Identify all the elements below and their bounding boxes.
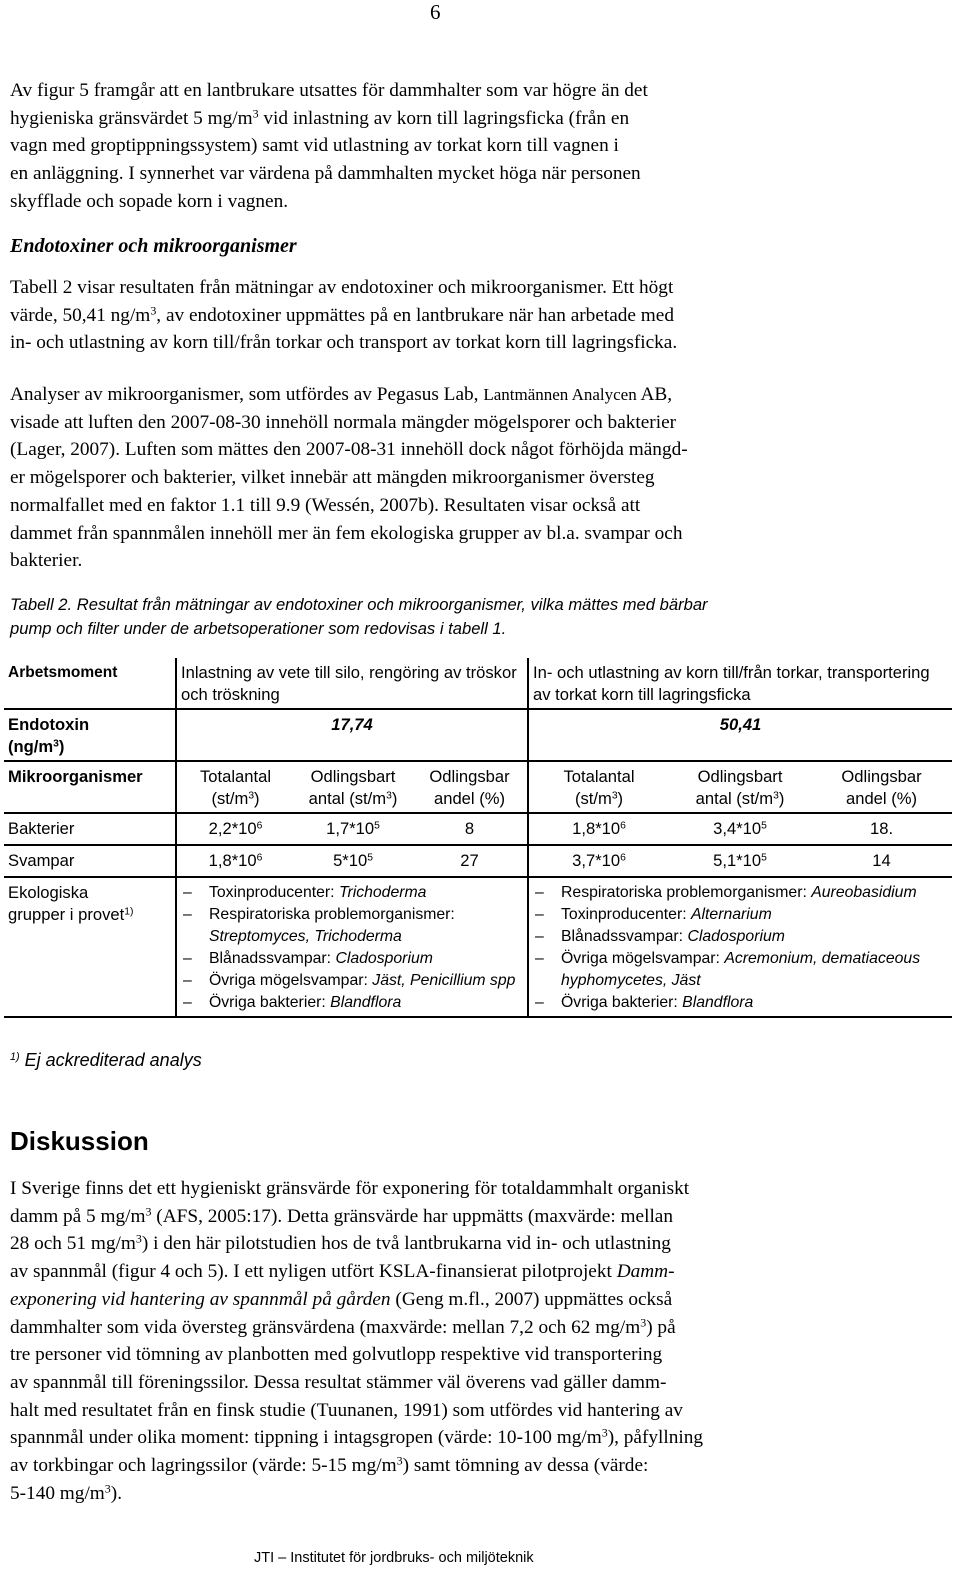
text-line: in- och utlastning av korn till/från torkar och transport av torkat korn till lagringsficka. <box>10 332 678 354</box>
subheader-odlingsbart-antal: Odlingsbart antal $(st/m^3)$ <box>669 761 811 813</box>
text-line: er mögelsporer och bakterier, vilket innebär att mängden mikroorganismer översteg <box>10 467 655 489</box>
table-row-bakterier <box>4 813 952 845</box>
text-line: en anläggning. I synnerhet var värdena på dammhalten mycket höga när personen <box>10 163 641 185</box>
text-line: halt med resultatet från en finsk studie (Tuunanen, 1991) som utfördes vid hantering av <box>10 1399 683 1421</box>
section-heading-endotoxiner: Endotoxiner och mikroorganismer <box>10 235 297 257</box>
caption-line: pump och filter under de arbetsoperationer som redovisas i tabell 1. <box>10 619 507 638</box>
cell-value: $1,8*10^6$ <box>176 845 294 877</box>
text-line: bakterier. <box>10 550 83 572</box>
cell-value: 8 <box>412 813 528 845</box>
groups-operation-1 <box>176 877 528 1017</box>
caption-line: Tabell 2. Resultat från mätningar av endotoxiner och mikroorganismer, vilka mättes med bärbar <box>10 595 708 614</box>
cell-value: $1,8*10^6$ <box>528 813 669 845</box>
text-line: värde, 50,41 $ng/m^3$, av endotoxiner uppmättes på en lantbrukare när han arbetade med <box>10 303 675 326</box>
text-line: Analyser av mikroorganismer, som utfördes av Pegasus Lab, Lantmännen Analycen AB, <box>10 384 673 405</box>
group-list <box>533 882 948 1014</box>
cell-value: $3,7*10^6$ <box>528 845 669 877</box>
list-item: – Övriga mögelsvampar: Acremonium, dematiaceous hyphomycetes, Jäst <box>535 950 921 989</box>
table-caption <box>10 593 708 641</box>
list-item: – Övriga bakterier: Blandflora <box>183 994 402 1011</box>
paragraph-endotoxiner <box>10 274 910 357</box>
cell-value: 14 <box>811 845 952 877</box>
cell-value: $3,4*10^5$ <box>669 813 811 845</box>
header-operation-1: Inlastning av vete till silo, rengöring av tröskor och tröskning <box>176 658 528 709</box>
paragraph-analyser <box>10 381 910 575</box>
text-line: normalfallet med en faktor 1.1 till 9.9 (Wessén, 2007b). Resultaten visar också att <box>10 494 641 516</box>
page-footer: JTI – Institutet för jordbruks- och miljöteknik <box>254 1550 534 1566</box>
page-number: 6 <box>430 0 441 24</box>
list-item: – Respiratoriska problemorganismer: Aureobasidium <box>535 884 917 901</box>
text-line: av spannmål (figur 4 och 5). I ett nyligen utfört KSLA-finansierat pilotprojekt Damm- <box>10 1261 675 1283</box>
list-item: – Blånadssvampar: Cladosporium <box>535 928 785 945</box>
text-line: 5-140 $mg/m^3$). <box>10 1481 123 1504</box>
text-line: tre personer vid tömning av planbotten med golvutlopp respektive vid transportering <box>10 1344 663 1366</box>
list-item: – Övriga bakterier: Blandflora <box>535 994 754 1011</box>
table-row-endotoxin <box>4 709 952 761</box>
groups-operation-2 <box>528 877 952 1017</box>
list-item: – Toxinproducenter: Trichoderma <box>183 884 427 901</box>
paragraph-intro <box>10 77 910 216</box>
cell-value: $5*10^5$ <box>294 845 412 877</box>
header-arbetsmoment: Arbetsmoment <box>4 658 176 709</box>
table-row-svampar <box>4 845 952 877</box>
text-line: hygieniska gränsvärdet 5 $mg/m^3$ vid inlastning av korn till lagringsficka (från en <box>10 106 630 129</box>
paragraph-diskussion <box>10 1175 910 1507</box>
text-line: dammet från spannmålen innehöll mer än fem ekologiska grupper av bl.a. svampar och <box>10 522 683 544</box>
subheader-odlingsbart-antal: Odlingsbart antal $(st/m^3)$ <box>294 761 412 813</box>
row-label-endotoxin: Endotoxin $(ng/m^3)$ <box>4 709 176 761</box>
subheader-totalantal: Totalantal $(st/m^3)$ <box>176 761 294 813</box>
text-line: skyfflade och sopade korn i vagnen. <box>10 190 289 212</box>
table-row-ekologiska-grupper <box>4 877 952 1017</box>
text-line: visade att luften den 2007-08-30 innehöll normala mängder mögelsporer och bakterier <box>10 411 677 433</box>
text-line: damm på 5 $mg/m^3$ (AFS, 2005:17). Detta gränsvärde har uppmätts (maxvärde: mellan <box>10 1204 674 1227</box>
endotoxin-value-2: 50,41 <box>528 709 952 761</box>
table-footnote: $^{1)}$ Ej ackrediterad analys <box>10 1050 202 1070</box>
row-label-ekologiska-grupper: Ekologiska grupper i provet$^{1)}$ <box>4 877 176 1017</box>
table-row-mikroorganismer <box>4 761 952 813</box>
endotoxin-value-1: 17,74 <box>176 709 528 761</box>
list-item: – Övriga mögelsvampar: Jäst, Penicillium spp <box>183 972 516 989</box>
results-table <box>4 658 952 1018</box>
text-line: Tabell 2 visar resultaten från mätningar av endotoxiner och mikroorganismer. Ett högt <box>10 277 674 298</box>
table-row-header <box>4 658 952 709</box>
cell-value: 27 <box>412 845 528 877</box>
cell-value: $5,1*10^5$ <box>669 845 811 877</box>
text-line: spannmål under olika moment: tippning i intagsgropen (värde: 10-100 $mg/m^3$), påfyllning <box>10 1425 704 1449</box>
subheader-totalantal: Totalantal $(st/m^3)$ <box>528 761 669 813</box>
text-line: I Sverige finns det ett hygieniskt gränsvärde för exponering för totaldammhalt organiskt <box>10 1178 690 1199</box>
row-label-svampar: Svampar <box>4 845 176 877</box>
text-line: av spannmål till föreningssilor. Dessa resultat stämmer väl överens vad gäller damm- <box>10 1371 667 1393</box>
header-operation-2: In- och utlastning av korn till/från torkar, transportering av torkat korn till lagringsficka <box>528 658 952 709</box>
row-label-bakterier: Bakterier <box>4 813 176 845</box>
section-heading-diskussion: Diskussion <box>10 1126 149 1156</box>
cell-value: 18. <box>811 813 952 845</box>
text-line: av torkbingar och lagringssilor (värde: 5-15 $mg/m^3$) samt tömning av dessa (värde: <box>10 1453 649 1477</box>
text-line: 28 och 51 $mg/m^3$) i den här pilotstudien hos de två lantbrukarna vid in- och utlastning <box>10 1231 671 1255</box>
text-line: Av figur 5 framgår att en lantbrukare utsattes för dammhalter som var högre än det <box>10 80 648 101</box>
subheader-odlingsbar-andel: Odlingsbar andel (%) <box>811 761 952 813</box>
text-line: exponering vid hantering av spannmål på gården (Geng m.fl., 2007) uppmättes också <box>10 1288 673 1310</box>
list-item: – Blånadssvampar: Cladosporium <box>183 950 433 967</box>
text-line: (Lager, 2007). Luften som mättes den 2007-08-31 innehöll dock något förhöjda mängd- <box>10 439 688 461</box>
text-line: vagn med groptippningssystem) samt vid utlastning av torkat korn till vagnen i <box>10 135 619 157</box>
cell-value: $2,2*10^6$ <box>176 813 294 845</box>
list-item: – Respiratoriska problemorganismer: Streptomyces, Trichoderma <box>183 906 455 945</box>
cell-value: $1,7*10^5$ <box>294 813 412 845</box>
subheader-odlingsbar-andel: Odlingsbar andel (%) <box>412 761 528 813</box>
row-label-mikroorganismer: Mikroorganismer <box>4 761 176 813</box>
group-list <box>181 882 523 1014</box>
text-line: dammhalter som vida översteg gränsvärdena (maxvärde: mellan 7,2 och 62 $mg/m^3$) på <box>10 1314 676 1338</box>
list-item: – Toxinproducenter: Alternarium <box>535 906 772 923</box>
